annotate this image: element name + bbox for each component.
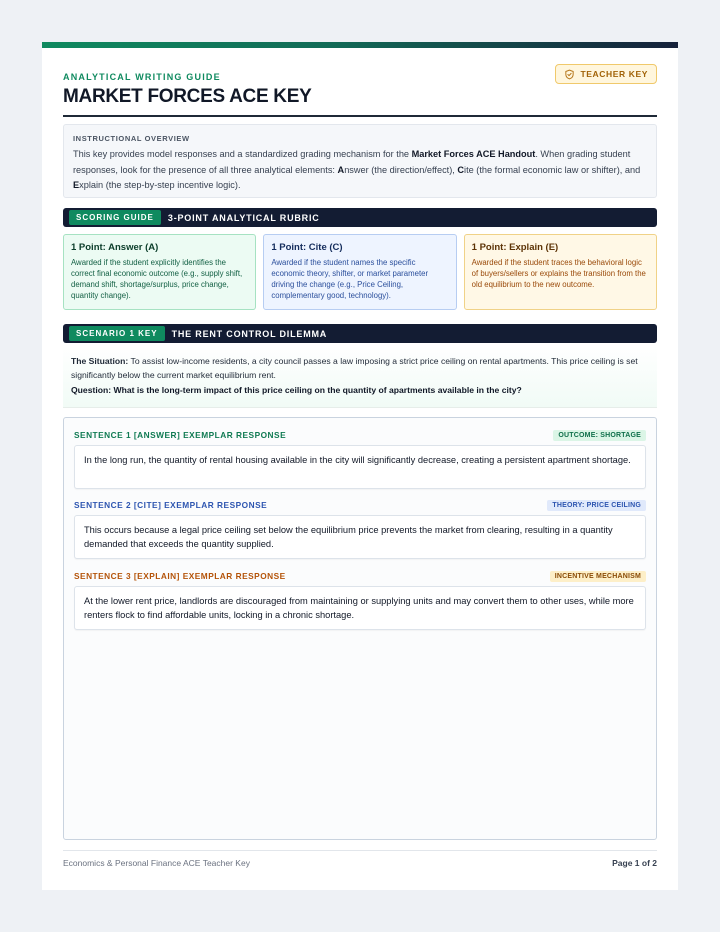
- sentence-tag: THEORY: PRICE CEILING: [547, 500, 646, 511]
- sentence-label: SENTENCE 1 [ANSWER] EXEMPLAR RESPONSE: [74, 430, 287, 440]
- rubric-card-answer: [63, 234, 256, 310]
- situation-text: The Situation: To assist low-income residents, a city council passes a law imposing a strict price ceiling on rental apartments. This price ceiling is set significantly below the current market equilibrium rent.: [71, 356, 638, 380]
- scenario-header: [63, 324, 657, 343]
- shield-check-icon: [564, 69, 575, 80]
- sentence-label: SENTENCE 2 [CITE] EXEMPLAR RESPONSE: [74, 500, 268, 510]
- footer-course: Economics & Personal Finance ACE Teacher Key: [63, 858, 250, 868]
- footer-divider: [63, 850, 657, 851]
- document-page: [42, 42, 678, 890]
- scoring-guide-pill: SCORING GUIDE: [69, 210, 161, 225]
- rubric-body: Awarded if the student explicitly identifies the correct final economic outcome (e.g., supply shift, demand shift, shortage/surplus, price change, quantity change).: [71, 258, 243, 300]
- scenario-pill: SCENARIO 1 KEY: [69, 326, 165, 341]
- sentence-cite: [74, 498, 646, 559]
- badge-label: TEACHER KEY: [580, 69, 648, 79]
- sentence-response: In the long run, the quantity of rental housing available in the city will significantly decrease, creating a persistent apartment shortage.: [74, 445, 646, 489]
- instructional-overview: [63, 124, 657, 198]
- sentence-answer: [74, 428, 646, 489]
- scenario-situation: [63, 346, 657, 408]
- rubric-heading: 1 Point: Explain (E): [471, 242, 559, 253]
- teacher-key-badge: [555, 64, 657, 84]
- rubric-card-explain: [464, 234, 657, 310]
- page-title: MARKET FORCES ACE KEY: [63, 86, 312, 107]
- rubric-body: Awarded if the student traces the behavioral logic of buyers/sellers or explains the transition from the old equilibrium to the new outcome.: [471, 258, 646, 289]
- overview-text: This key provides model responses and a standardized grading mechanism for the Market Forces ACE Handout. When grading student responses, look for the presence of all three analytical elements: Answer (the direction/effect), Cite (the formal economic law or shifter), and Explain (the step-by-step incentive logic).: [73, 149, 641, 190]
- sentence-tag: INCENTIVE MECHANISM: [550, 571, 646, 582]
- rubric-card-cite: [263, 234, 456, 310]
- overview-label: INSTRUCTIONAL OVERVIEW: [73, 134, 190, 143]
- sentence-label: SENTENCE 3 [EXPLAIN] EXEMPLAR RESPONSE: [74, 571, 286, 581]
- sentence-explain: [74, 569, 646, 630]
- title-divider: [63, 115, 657, 117]
- page-number: Page 1 of 2: [612, 858, 657, 868]
- rubric-heading: 1 Point: Answer (A): [71, 242, 159, 253]
- sentence-response: This occurs because a legal price ceiling set below the equilibrium price prevents the market from clearing, resulting in a quantity demanded that exceeds the quantity supplied.: [74, 515, 646, 559]
- sentence-tag: OUTCOME: SHORTAGE: [553, 430, 646, 441]
- handout-name: Market Forces ACE Handout: [411, 149, 536, 159]
- scenario-question: Question: What is the long-term impact of this price ceiling on the quantity of apartments available in the city?: [71, 385, 522, 395]
- scenario-title: THE RENT CONTROL DILEMMA: [171, 328, 328, 339]
- rubric-heading: 1 Point: Cite (C): [271, 242, 343, 253]
- situation-label: The Situation:: [71, 356, 129, 366]
- sentence-response: At the lower rent price, landlords are discouraged from maintaining or supplying units and may convert them to other uses, while more renters flock to find affordable units, locking in a chronic shortage.: [74, 586, 646, 630]
- rubric-body: Awarded if the student names the specific economic theory, shifter, or market parameter driving the change (e.g., Price Ceiling, complementary good, technology).: [271, 258, 429, 300]
- scoring-guide-header: [63, 208, 657, 227]
- rubric-cards: [63, 234, 657, 310]
- eyebrow-label: ANALYTICAL WRITING GUIDE: [63, 72, 221, 82]
- exemplar-responses: [63, 417, 657, 840]
- scoring-guide-title: 3-POINT ANALYTICAL RUBRIC: [167, 212, 320, 223]
